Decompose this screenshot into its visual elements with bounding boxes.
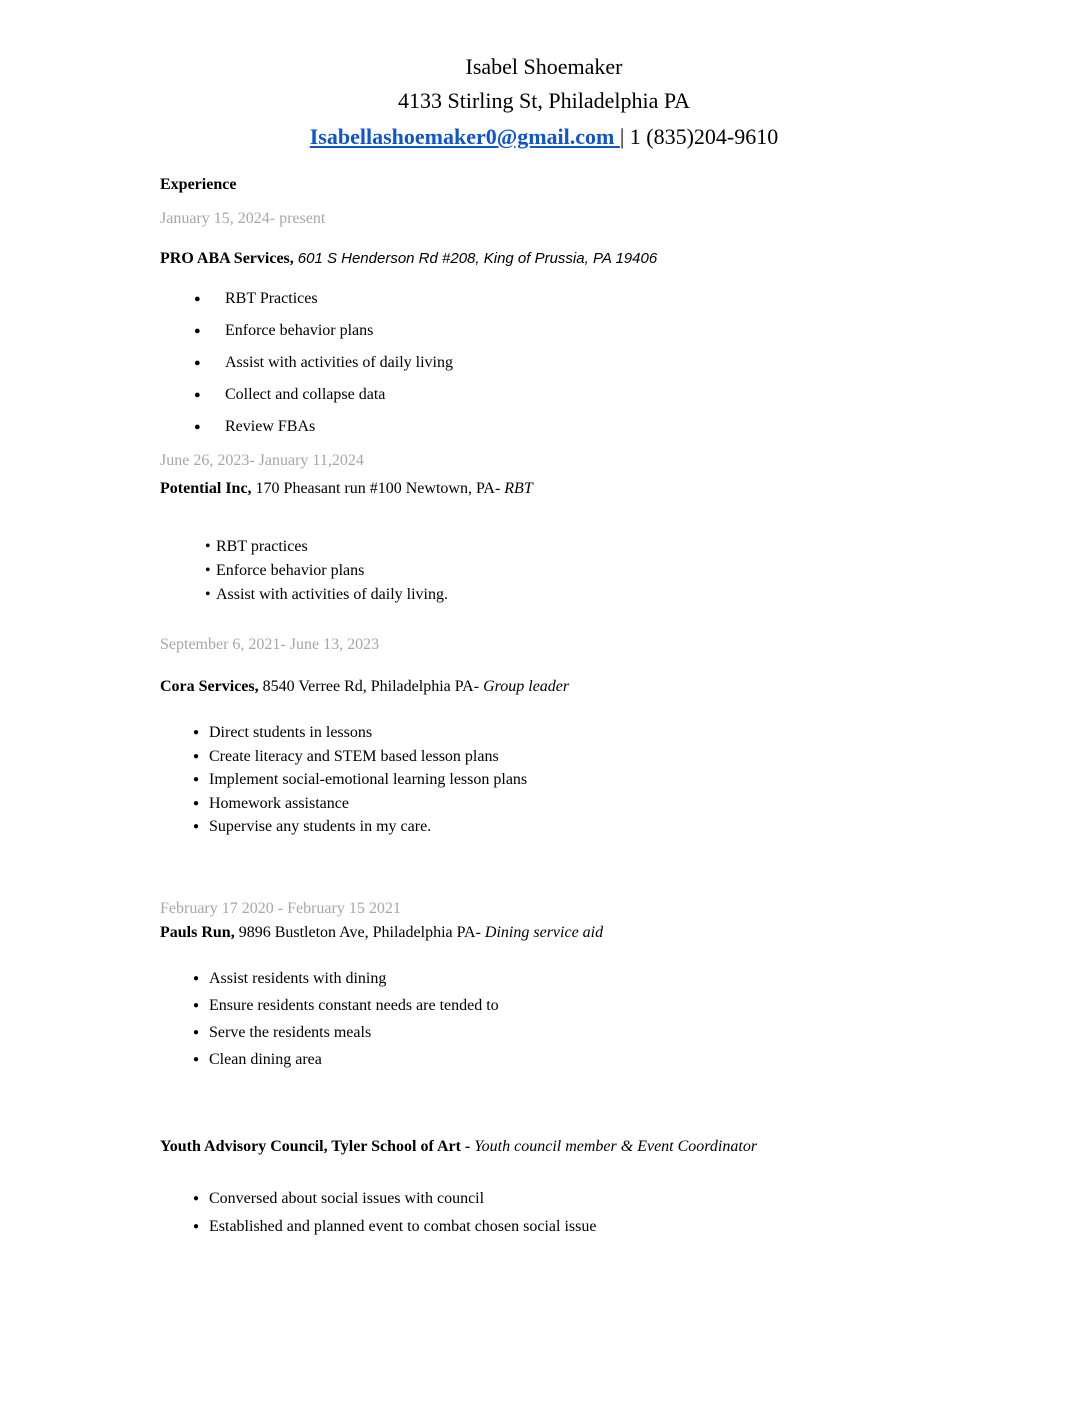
resume-body — [160, 175, 978, 1241]
person-name: Isabel Shoemaker — [465, 54, 623, 79]
bullet-item: ● Enforce behavior plans — [160, 315, 978, 347]
bullet-item: ● Assist with activities of daily living — [160, 347, 978, 379]
bullet-item: ● Create literacy and STEM based lesson plans — [160, 745, 978, 769]
job-bullet-list — [160, 1185, 978, 1241]
company-name: PRO ABA Services, — [160, 250, 294, 267]
job-role: RBT — [504, 480, 533, 497]
experience-heading: Experience — [160, 176, 237, 193]
bullet-item: • RBT practices — [160, 535, 978, 559]
bullet-item: ● Implement social-emotional learning lesson plans — [160, 768, 978, 792]
job-dates: September 6, 2021- June 13, 2023 — [160, 636, 380, 653]
company-location: 9896 Bustleton Ave, Philadelphia PA- — [238, 923, 481, 941]
company-name: Potential Inc, — [160, 480, 252, 497]
bullet-item: ● Established and planned event to combat chosen social issue — [160, 1213, 978, 1241]
bullet-item: ● Conversed about social issues with council — [160, 1185, 978, 1213]
job-bullet-list — [160, 721, 978, 839]
job-title-line — [160, 479, 978, 499]
person-address: 4133 Stirling St, Philadelphia PA — [398, 88, 690, 113]
job-dates: June 26, 2023- January 11,2024 — [160, 452, 364, 469]
job-bullet-list — [160, 535, 978, 607]
job-title-line — [160, 249, 978, 269]
company-name: Youth Advisory Council, Tyler School of Art - — [160, 1137, 471, 1155]
job-section-pauls-run — [160, 899, 978, 1073]
job-section-potential-inc — [160, 451, 978, 607]
job-title-line — [160, 923, 978, 943]
job-dates: January 15, 2024- present — [160, 210, 326, 227]
bullet-item: ● Homework assistance — [160, 792, 978, 816]
resume-header — [0, 0, 1088, 157]
job-role: Group leader — [483, 678, 570, 695]
contact-line — [0, 117, 1088, 157]
job-dates: February 17 2020 - February 15 2021 — [160, 899, 401, 917]
bullet-item: ● Collect and collapse data — [160, 379, 978, 411]
bullet-item: • Assist with activities of daily living. — [160, 583, 978, 607]
bullet-item: ● Ensure residents constant needs are tended to — [160, 992, 978, 1019]
job-section-pro-aba — [160, 209, 978, 443]
job-section-youth-advisory-council — [160, 1137, 978, 1241]
job-bullet-list — [160, 965, 978, 1073]
bullet-item: • Enforce behavior plans — [160, 559, 978, 583]
company-name: Cora Services, — [160, 678, 259, 695]
job-title-line — [160, 1137, 978, 1157]
bullet-item: ● Clean dining area — [160, 1046, 978, 1073]
phone-number: | 1 (835)204-9610 — [619, 124, 779, 149]
company-location: 8540 Verree Rd, Philadelphia PA- — [262, 678, 480, 695]
email-link[interactable]: Isabellashoemaker0@gmail.com — [309, 124, 615, 149]
bullet-item: ● Supervise any students in my care. — [160, 815, 978, 839]
job-title-line — [160, 677, 978, 697]
job-role: Dining service aid — [484, 923, 604, 941]
bullet-item: ● Serve the residents meals — [160, 1019, 978, 1046]
bullet-item: ● Direct students in lessons — [160, 721, 978, 745]
bullet-item: ● Review FBAs — [160, 411, 978, 443]
job-section-cora-services — [160, 635, 978, 839]
company-location: 601 S Henderson Rd #208, King of Prussia, PA 19406 — [297, 250, 658, 267]
company-name: Pauls Run, — [160, 923, 235, 941]
job-bullet-list — [160, 283, 978, 443]
company-location: 170 Pheasant run #100 Newtown, PA- — [255, 480, 501, 497]
bullet-item: ● RBT Practices — [160, 283, 978, 315]
bullet-item: ● Assist residents with dining — [160, 965, 978, 992]
job-role: Youth council member & Event Coordinator — [474, 1137, 758, 1155]
